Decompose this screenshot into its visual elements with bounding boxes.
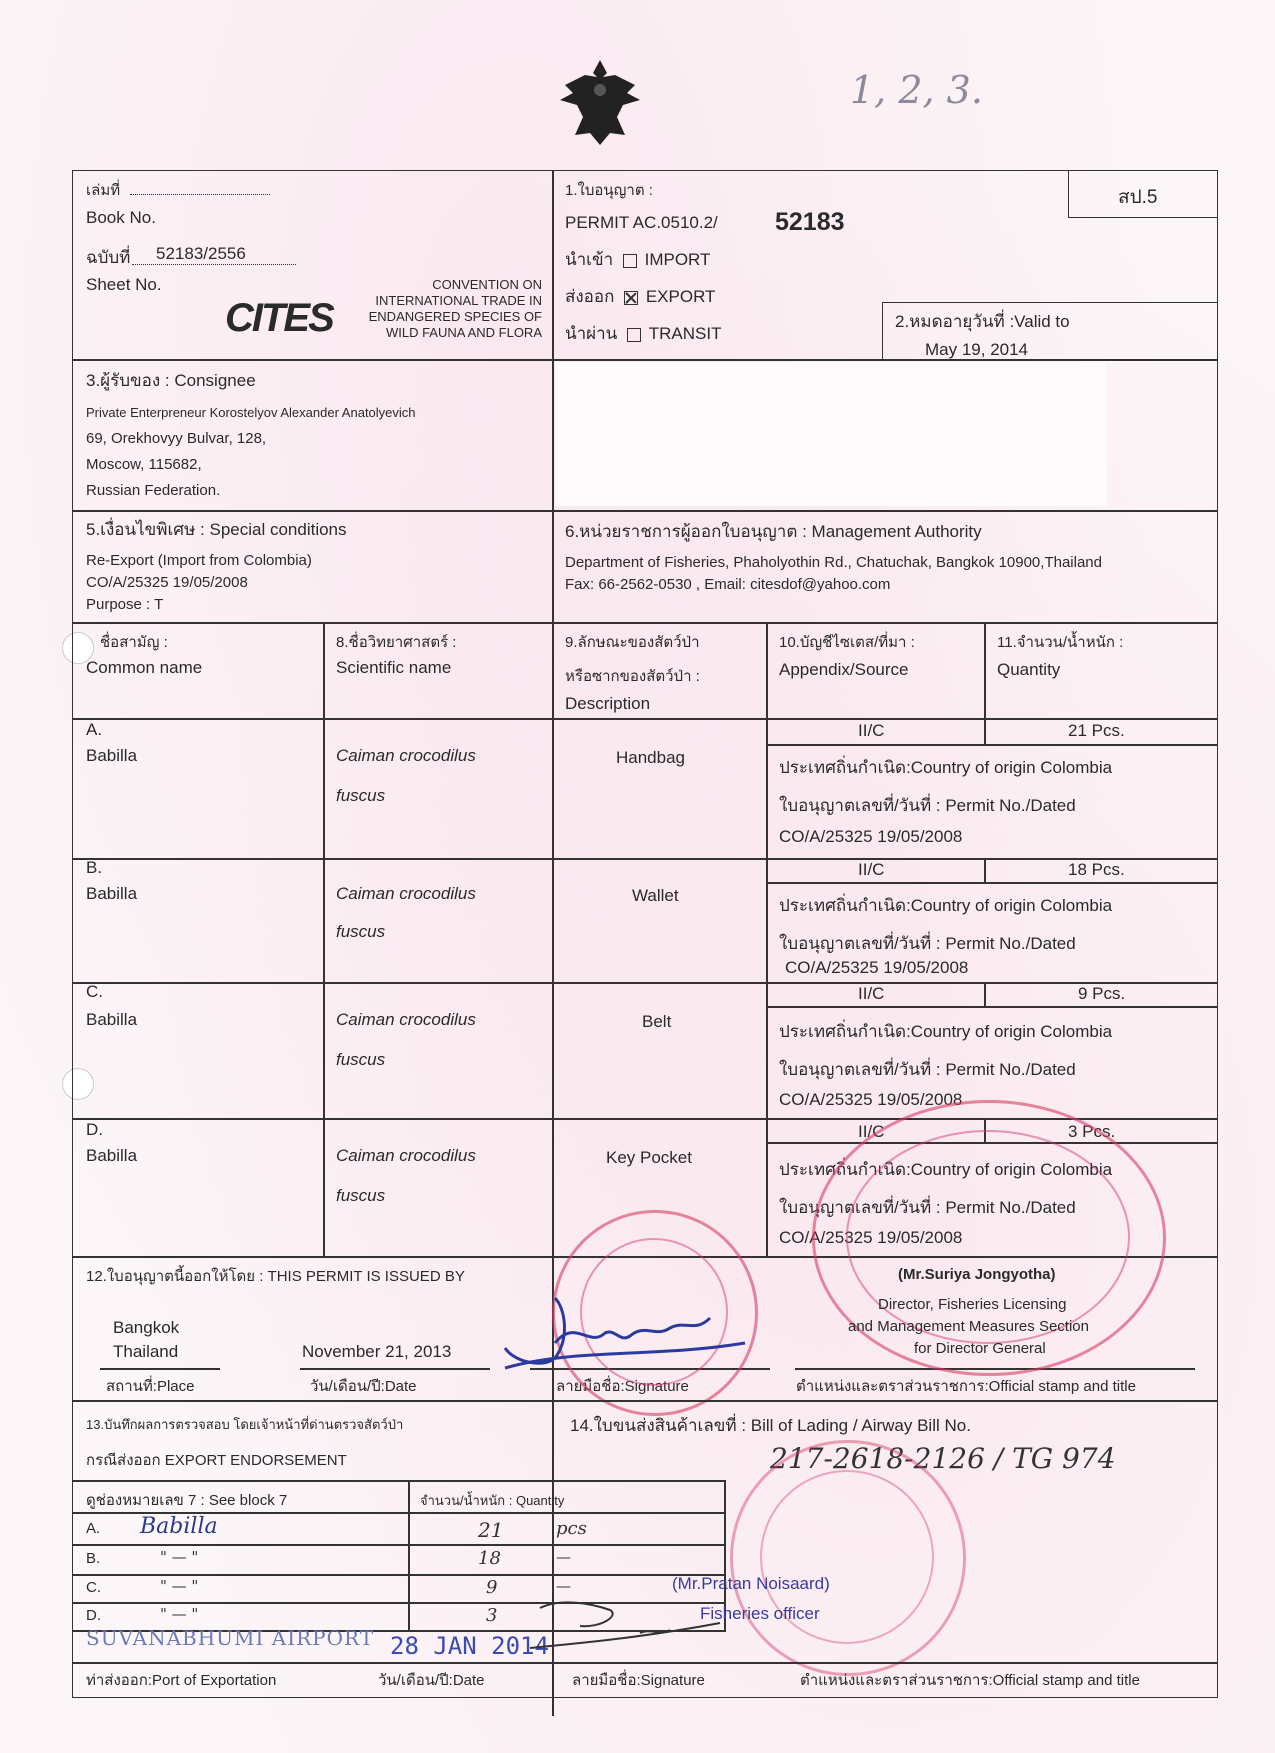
import-label-th: นำเข้า	[565, 250, 614, 269]
row-a-common: Babilla	[86, 746, 138, 765]
endorse-c-unit: —	[556, 1577, 571, 1595]
row-c-origin	[779, 1018, 1112, 1045]
endorse-b-qty: 18	[478, 1548, 501, 1569]
issued-place-country: Thailand	[113, 1342, 179, 1361]
special-line-1: Re-Export (Import from Colombia)	[86, 552, 312, 569]
row-b-country: Colombia	[1040, 896, 1113, 915]
convention-line-2: INTERNATIONAL TRADE IN	[375, 293, 542, 308]
endorse-d-name: " — "	[160, 1605, 199, 1623]
issued-date: November 21, 2013	[302, 1342, 452, 1361]
endorse-b-name: " — "	[160, 1548, 199, 1566]
row-c-appendix: II/C	[858, 984, 885, 1003]
col-common-name: Common name	[86, 658, 203, 677]
col-quantity: Quantity	[997, 660, 1061, 679]
consignee-label: 3.ผู้รับของ : Consignee	[86, 371, 256, 390]
row-d-permit: CO/A/25325 19/05/2008	[779, 1228, 963, 1247]
consignee-address-3: Russian Federation.	[86, 482, 221, 499]
row-b-quantity: 18 Pcs.	[1068, 860, 1125, 879]
see-block-7: ดูช่องหมายเลข 7 : See block 7	[86, 1492, 288, 1509]
official-stamp-label: ตำแหน่งและตราส่วนราชการ:Official stamp and title	[796, 1378, 1136, 1395]
row-c-description: Belt	[642, 1012, 672, 1031]
col-appendix: Appendix/Source	[779, 660, 909, 679]
row-b-description: Wallet	[632, 886, 679, 905]
export-option	[565, 283, 715, 310]
authority-address: Department of Fisheries, Phaholyothin Rd., Chatuchak, Bangkok 10900,Thailand	[565, 554, 1102, 571]
book-label-th: เล่มที่	[86, 182, 121, 199]
row-c-scientific-1: Caiman crocodilus	[336, 1010, 476, 1029]
consignee-name: Private Enterpreneur Korostelyov Alexander Anatolyevich	[86, 405, 416, 420]
col-appendix-th: 10.บัญชีไซเตส/ที่มา :	[779, 634, 915, 651]
row-b-appendix: II/C	[858, 860, 885, 879]
row-b-scientific-2: fuscus	[336, 922, 386, 941]
row-d-common: Babilla	[86, 1146, 138, 1165]
row-b-permit: CO/A/25325 19/05/2008	[785, 958, 969, 977]
row-a-letter: A.	[86, 720, 103, 739]
endorse-official-label: ตำแหน่งและตราส่วนราชการ:Official stamp and title	[800, 1672, 1140, 1689]
endorsement-sub-label: กรณีส่งออก EXPORT ENDORSEMENT	[86, 1452, 347, 1469]
date-stamp: 28 JAN 2014	[390, 1632, 549, 1660]
export-label: EXPORT	[645, 287, 716, 306]
row-a-appendix: II/C	[858, 721, 885, 740]
authority-contact: Fax: 66-2562-0530 , Email: citesdof@yahoo.com	[565, 576, 891, 593]
bill-number: 217-2618-2126 / TG 974	[770, 1442, 1116, 1475]
garuda-emblem-icon	[555, 55, 645, 150]
issuer-name: (Mr.Suriya Jongyotha)	[898, 1266, 1056, 1283]
row-c-permit-label: ใบอนุญาตเลขที่/วันที่ : Permit No./Dated	[779, 1060, 1076, 1079]
endorse-signature-icon	[520, 1588, 740, 1658]
row-c-letter: C.	[86, 982, 103, 1001]
authority-label: 6.หน่วยราชการผู้ออกใบอนุญาต : Management Authority	[565, 522, 982, 541]
sheet-label: Sheet No.	[86, 275, 162, 294]
row-a-permit: CO/A/25325 19/05/2008	[779, 827, 963, 846]
row-a-country: Colombia	[1040, 758, 1113, 777]
valid-to-date: May 19, 2014	[925, 340, 1029, 359]
endorse-d-letter: D.	[86, 1607, 101, 1624]
issuer-title-1: Director, Fisheries Licensing	[878, 1296, 1067, 1313]
row-d-scientific-1: Caiman crocodilus	[336, 1146, 476, 1165]
transit-checkbox	[627, 328, 641, 342]
endorse-a-letter: A.	[86, 1520, 101, 1537]
endorse-a-qty: 21	[478, 1518, 504, 1542]
import-option	[565, 246, 710, 273]
row-c-quantity: 9 Pcs.	[1078, 984, 1126, 1003]
row-b-common: Babilla	[86, 884, 138, 903]
row-b-scientific-1: Caiman crocodilus	[336, 884, 476, 903]
row-a-origin	[779, 754, 1112, 781]
row-d-country: Colombia	[1040, 1160, 1113, 1179]
origin-label: ประเทศถิ่นกำเนิด:Country of origin	[779, 1160, 1036, 1179]
transit-label: TRANSIT	[648, 324, 722, 343]
origin-label: ประเทศถิ่นกำเนิด:Country of origin	[779, 758, 1036, 777]
endorse-signature-label: ลายมือชื่อ:Signature	[572, 1672, 705, 1689]
signature-label: ลายมือชื่อ:Signature	[556, 1378, 689, 1395]
endorse-a-unit: pcs	[556, 1518, 587, 1539]
issued-by-label: 12.ใบอนุญาตนี้ออกให้โดย : THIS PERMIT IS ISSUED BY	[86, 1268, 465, 1285]
pencil-note: 1, 2, 3.	[850, 68, 983, 112]
bill-of-lading-label: 14.ใบขนส่งสินค้าเลขที่ : Bill of Lading / Airway Bill No.	[570, 1416, 971, 1435]
endorse-a-name: Babilla	[140, 1514, 218, 1539]
convention-line-4: WILD FAUNA AND FLORA	[385, 325, 542, 340]
endorse-c-name: " — "	[160, 1577, 199, 1595]
sheet-number: 52183/2556	[132, 244, 296, 265]
row-a-description: Handbag	[616, 748, 686, 767]
export-checkbox-checked	[624, 291, 638, 305]
date-label: วัน/เดือน/ปี:Date	[310, 1378, 417, 1395]
endorse-b-unit: —	[556, 1548, 571, 1566]
row-c-permit: CO/A/25325 19/05/2008	[779, 1090, 963, 1109]
row-c-country: Colombia	[1040, 1022, 1113, 1041]
endorse-date-label: วัน/เดือน/ปี:Date	[378, 1672, 485, 1689]
row-d-description: Key Pocket	[606, 1148, 692, 1167]
consignee-address-2: Moscow, 115682,	[86, 456, 202, 473]
endorse-b-letter: B.	[86, 1550, 101, 1567]
row-a-scientific-1: Caiman crocodilus	[336, 746, 476, 765]
endorse-d-qty: 3	[486, 1605, 498, 1626]
transit-option	[565, 320, 721, 347]
row-c-scientific-2: fuscus	[336, 1050, 386, 1069]
consignee-address-1: 69, Orekhovyy Bulvar, 128,	[86, 430, 267, 447]
convention-line-3: ENDANGERED SPECIES OF	[368, 309, 542, 324]
endorse-c-letter: C.	[86, 1579, 101, 1596]
sheet-label-th: ฉบับที่	[86, 248, 131, 267]
permit-label: PERMIT AC.0510.2/	[565, 213, 718, 232]
redacted-area	[555, 362, 1107, 506]
row-b-origin	[779, 892, 1112, 919]
col-description-th-1: 9.ลักษณะของสัตว์ป่า	[565, 634, 700, 651]
row-a-quantity: 21 Pcs.	[1068, 721, 1125, 740]
book-label: Book No.	[86, 208, 156, 227]
special-conditions-label: 5.เงื่อนไขพิเศษ : Special conditions	[86, 520, 347, 539]
row-a-scientific-2: fuscus	[336, 786, 386, 805]
row-b-letter: B.	[86, 858, 103, 877]
row-d-scientific-2: fuscus	[336, 1186, 386, 1205]
row-d-permit-label: ใบอนุญาตเลขที่/วันที่ : Permit No./Dated	[779, 1198, 1076, 1217]
export-label-th: ส่งออก	[565, 287, 615, 306]
origin-label: ประเทศถิ่นกำเนิด:Country of origin	[779, 896, 1036, 915]
col-scientific-th: 8.ชื่อวิทยาศาสตร์ :	[336, 634, 457, 651]
endorse-officer-title: Fisheries officer	[700, 1604, 820, 1623]
endorse-c-qty: 9	[486, 1577, 498, 1598]
row-c-common: Babilla	[86, 1010, 138, 1029]
col-description-th-2: หรือซากของสัตว์ป่า :	[565, 668, 700, 685]
row-d-letter: D.	[86, 1120, 103, 1139]
endorse-officer-name: (Mr.Pratan Noisaard)	[672, 1574, 830, 1593]
port-stamp: SUVANABHUMI AIRPORT	[86, 1626, 375, 1650]
import-checkbox	[623, 254, 637, 268]
issuer-title-2: and Management Measures Section	[848, 1318, 1089, 1335]
valid-to-label: 2.หมดอายุวันที่ :Valid to	[895, 312, 1070, 331]
issuer-signature-icon	[495, 1288, 755, 1378]
place-label: สถานที่:Place	[106, 1378, 195, 1395]
issued-place-city: Bangkok	[113, 1318, 180, 1337]
row-b-permit-label: ใบอนุญาตเลขที่/วันที่ : Permit No./Dated	[779, 934, 1076, 953]
col-scientific-name: Scientific name	[336, 658, 452, 677]
row-d-quantity: 3 Pcs.	[1068, 1122, 1116, 1141]
transit-label-th: นำผ่าน	[565, 324, 618, 343]
origin-label: ประเทศถิ่นกำเนิด:Country of origin	[779, 1022, 1036, 1041]
endorse-qty-header: จำนวน/น้ำหนัก : Quantity	[420, 1493, 565, 1508]
form-code: สป.5	[1118, 187, 1158, 208]
import-label: IMPORT	[644, 250, 711, 269]
issuer-title-3: for Director General	[914, 1340, 1046, 1357]
permit-number: 52183	[775, 208, 845, 236]
cites-logo: CITES	[225, 296, 333, 340]
port-label: ท่าส่งออก:Port of Exportation	[86, 1672, 277, 1689]
special-line-2: CO/A/25325 19/05/2008	[86, 574, 248, 591]
col-common-th: ชื่อสามัญ :	[100, 634, 168, 651]
col-quantity-th: 11.จำนวน/น้ำหนัก :	[997, 634, 1124, 651]
special-purpose: Purpose : T	[86, 596, 164, 613]
permit-label-th: 1.ใบอนุญาต :	[565, 182, 653, 199]
col-description: Description	[565, 694, 651, 713]
row-a-permit-label: ใบอนุญาตเลขที่/วันที่ : Permit No./Dated	[779, 796, 1076, 815]
row-d-appendix: II/C	[858, 1122, 885, 1141]
convention-line-1: CONVENTION ON	[432, 277, 542, 292]
endorsement-label: 13.บันทึกผลการตรวจสอบ โดยเจ้าหน้าที่ด่านตรวจสัตว์ป่า	[86, 1417, 404, 1432]
